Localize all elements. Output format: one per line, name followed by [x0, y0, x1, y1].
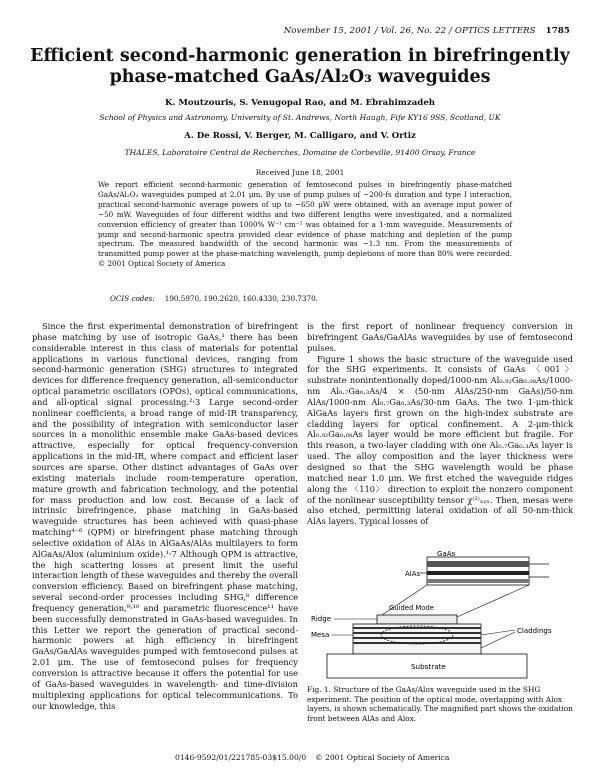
received-date: Received June 18, 2001 — [255, 168, 345, 177]
waveguide-diagram — [307, 550, 575, 682]
authors-group-1: K. Moutzouris, S. Venugopal Rao, and M. Ebrahimzadeh — [164, 98, 436, 108]
running-header — [284, 26, 570, 36]
affiliation-1: School of Physics and Astronomy, University of St. Andrews, North Haugh, Fife KY16 9SS, Scotland, UK — [99, 113, 501, 122]
figure-1 — [307, 550, 575, 682]
paper-title — [0, 46, 600, 88]
magnified-inset — [427, 557, 549, 585]
zoom-line-right — [457, 585, 529, 617]
authors-group-2: A. De Rossi, V. Berger, M. Calligaro, and V. Ortiz — [184, 131, 416, 141]
ridge-label: Ridge — [311, 615, 332, 623]
footer-copyright: © 2001 Optical Society of America — [315, 753, 450, 762]
page-number: 1785 — [545, 26, 570, 36]
ocis-label: OCIS codes: — [110, 294, 155, 303]
title-line-1: Efficient second-harmonic generation in birefringently — [30, 46, 570, 66]
alas-label: AlAs — [405, 570, 421, 578]
layer-2 — [353, 632, 481, 634]
title-line-2: phase-matched GaAs/Al₂O₃ waveguides — [109, 67, 491, 87]
mesa-structure — [353, 624, 481, 654]
substrate-label: Substrate — [411, 662, 446, 671]
ocis-code-list: 190.5970, 190.2620, 160.4330, 230.7370. — [164, 294, 318, 303]
gaas-label: GaAs — [437, 550, 456, 558]
claddings-label: Claddings — [517, 627, 552, 635]
ocis-codes — [110, 294, 318, 303]
abstract: We report efficient second-harmonic generation of femtosecond pulses in birefringently phase-matched GaAs/Al₂O₃ waveguides pumped at 2.01 μm. By use of pump pulses of ~200-fs duration and type I interaction, practical second-harmonic average powers of up to ~650 μW were obtained, with an average input power of ~50 mW. Waveguides of four different widths and two different lengths were investigated, and a normalized conversion efficiency of greater than 1000% W⁻¹ cm⁻² was obtained for a 1-mm waveguide. Measurements of pump and second-harmonic spectra provided clear evidence of phase matching and depletion of the pump spectrum. The measured bandwidth of the second harmonic was ~1.3 nm. From the measurements of transmitted pump power at the phase-matching wavelength, pump depletions of more than 80% were recorded. © 2001 Optical Society of America — [98, 180, 512, 269]
right-paragraph-2: Figure 1 shows the basic structure of the waveguide used for the SHG experiments. It consists of GaAs 〈001〉 substrate nonintentionally doped/1000-nm Al₀.₉₂Ga₀.₀₈As/1000-nm Al₀.₇Ga₀.₃As/4 × (50-nm AlAs/250-nm GaAs)/50-nm AlAs/1000-nm Al₀.₇Ga₀.₃As/30-nm GaAs. The two 1-μm-thick AlGaAs layers first grown on the high-index substrate are cladding layers for optical confinement. A 2-μm-thick Al₀.₉₂Ga₀.₀₈As layer would be more efficient but fragile. For this reason, a two-layer cladding with one Al₀.₇Ga₀.₃As layer is used. The alloy composition and the layer thickness were designed so that the SHG wavelength would be phase matched near 1.0 μm. We first etched the waveguide ridges along the 〈110〉 direction to exploit the nonzero component of the nonlinear susceptibility tensor χ⁽²⁾ₓᵧₓ. Then, mesas were also etched, permitting lateral oxidation of all 50-nm-thick AlAs layers. Typical losses of — [307, 353, 573, 527]
mesa-label: Mesa — [311, 631, 330, 639]
ridge-shape — [377, 615, 457, 624]
right-paragraph-1: is the first report of nonlinear frequency conversion in birefringent GaAs/GaAlAs waveguides by use of femtosecond pulses. — [307, 321, 573, 353]
intro-paragraph: Since the first experimental demonstration of birefringent phase matching by use of isotropic GaAs,¹ there has been considerable interest in this class of materials for potential applications in various functional devices, ranging from second-harmonic generation (SHG) structures to integrated devices for difference frequency generation, all-semiconductor optical parametric oscillators (OPOs), optical communications, and all-optical signal processing.²˒3 Large second-order nonlinear coefficients, a broad range of mid-IR transparency, and the possibility of integration with semiconductor laser sources in a monolithic ensemble make GaAs-based devices attractive, especially for optical frequency-conversion applications in the mid-IR, where compact and efficient laser sources are sparse. Other distinct advantages of GaAs over existing materials include room-temperature operation, mature growth and fabrication technology, and the potential for mass production and low cost. Because of a lack of intrinsic birefringence, phase matching in GaAs-based waveguide structures has been achieved with quasi-phase matching⁴⁻⁶ (QPM) or birefringent phase matching through selective oxidation of AlAs in AlGaAs/AlAs multilayers to form AlGaAs/Alox (aluminium oxide).¹˒7 Although QPM is attractive, the high scattering losses at present limit the useful interaction length of these waveguides and thereby the overall conversion efficiency. Based on birefringent phase matching, several second-order processes including SHG,⁸ difference frequency generation,⁹˒¹⁰ and parametric fluorescence¹¹ have been successfully demonstrated in GaAs-based waveguides. In this Letter we report the generation of practical second-harmonic powers at high efficiency in birefringent GaAs/GaAlAs waveguides pumped with femtosecond pulses at 2.01 μm. The use of femtosecond pulses for frequency conversion is attractive because it offers the potential for use of GaAs-based waveguides in wavelength- and time-division multiplexing applications for optical telecommunications. To our knowledge, this — [32, 321, 298, 711]
inset-lower-layer — [427, 579, 529, 583]
figure-caption: Fig. 1. Structure of the GaAs/Alox waveguide used in the SHG experiment. The position of the optical mode, overlapping with Alox layers, is shown schematically. The magnified part shows the oxidation front between AlAs and Alox. — [307, 685, 573, 723]
affiliation-2: THALES, Laboratoire Central de Recherches, Domaine de Corbeville, 91400 Orsay, France — [124, 148, 476, 157]
journal-line: November 15, 2001 / Vol. 26, No. 22 / OPTICS LETTERS — [283, 26, 536, 36]
footer-code: 0146-9592/01/221785-03$15.00/0 — [175, 753, 307, 762]
layer-3 — [353, 637, 481, 639]
body-right-column — [307, 321, 573, 527]
guided-mode-label: Guided Mode — [389, 604, 434, 612]
layer-1 — [353, 627, 481, 629]
body-left-column — [32, 321, 298, 711]
zoom-line-left — [379, 585, 427, 617]
inset-gaas-layer — [427, 561, 529, 567]
inset-alas-layer — [427, 571, 529, 575]
